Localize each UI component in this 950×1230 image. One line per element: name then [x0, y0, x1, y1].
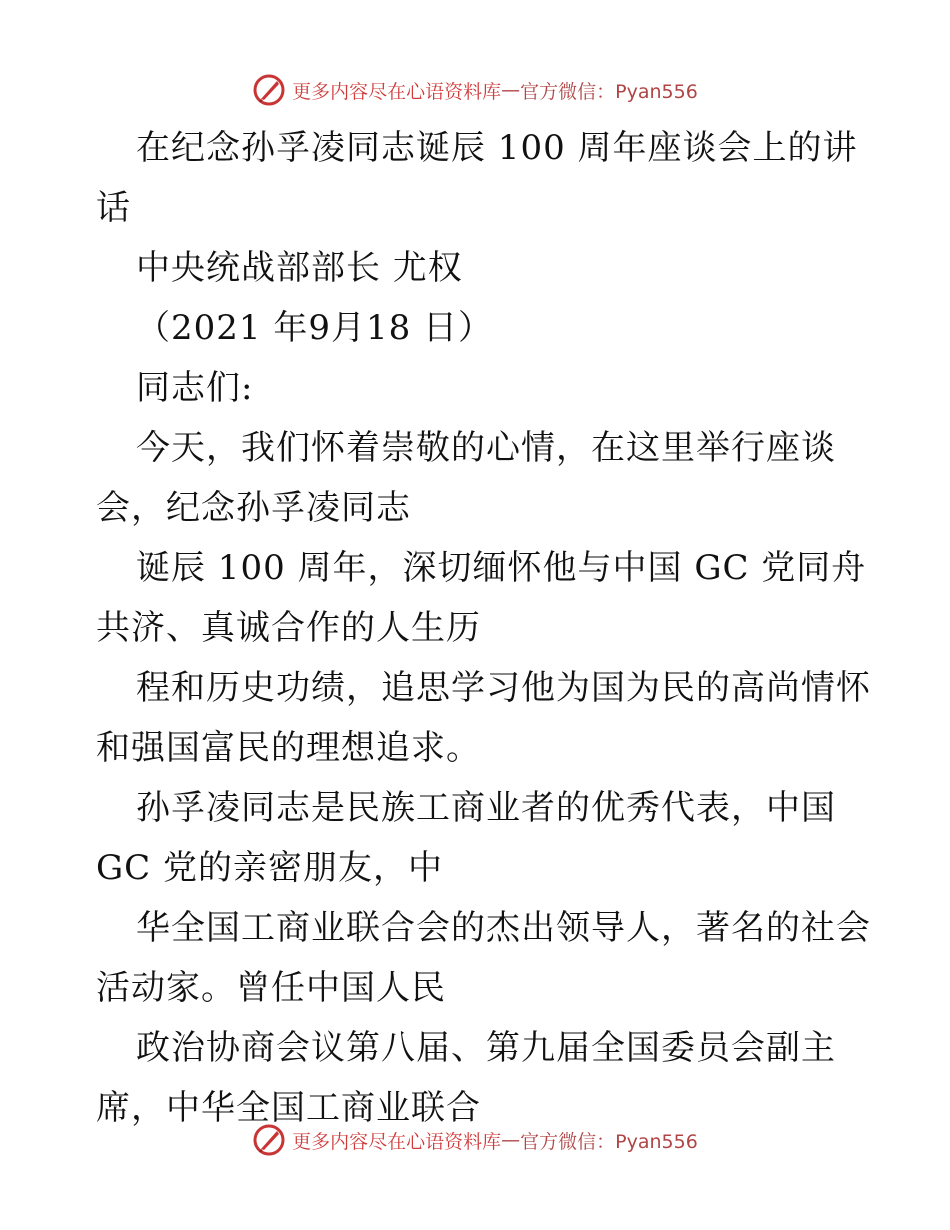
header-watermark-banner: [0, 70, 950, 110]
banner-wechat-text: 官方微信：Pyan556: [520, 1130, 698, 1153]
paragraph-line: 今天，我们怀着崇敬的心情，在这里举行座谈: [136, 428, 836, 468]
paragraph-line: 孙孚凌同志是民族工商业者的优秀代表，中国: [136, 788, 836, 828]
paragraph-line: 活动家。曾任中国人民: [96, 968, 446, 1008]
paragraph-line: 程和历史功绩，追思学习他为国为民的高尚情怀: [136, 668, 871, 708]
quill-pen-logo-icon: [252, 73, 286, 107]
salutation-line: 同志们:: [136, 368, 254, 408]
banner-main-text: 更多内容尽在心语资料库: [292, 80, 502, 103]
paragraph-line: 政治协商会议第八届、第九届全国委员会副主: [136, 1028, 836, 1068]
paragraph-line: 华全国工商业联合会的杰出领导人，著名的社会: [136, 908, 871, 948]
banner-separator: —: [501, 79, 521, 101]
quill-pen-logo-icon: [252, 1123, 286, 1157]
banner-separator: —: [501, 1129, 521, 1151]
title-line-1: 在纪念孙孚凌同志诞辰 100 周年座谈会上的讲: [136, 128, 858, 168]
banner-main-text: 更多内容尽在心语资料库: [292, 1130, 502, 1153]
banner-wechat-text: 官方微信：Pyan556: [520, 80, 698, 103]
document-body: [96, 118, 871, 1138]
paragraph-line: GC 党的亲密朋友，中: [96, 848, 443, 888]
paragraph-line: 诞辰 100 周年，深切缅怀他与中国 GC 党同舟: [136, 548, 867, 588]
author-line: 中央统战部部长 尤权: [136, 248, 463, 288]
date-line: （2021 年9月18 日）: [136, 308, 494, 348]
title-line-2: 话: [96, 188, 131, 228]
paragraph-line: 共济、真诚合作的人生历: [96, 608, 481, 648]
paragraph-line: 席，中华全国工商业联合: [96, 1088, 481, 1128]
paragraph-line: 会，纪念孙孚凌同志: [96, 488, 411, 528]
footer-watermark-banner: [0, 1120, 950, 1160]
paragraph-line: 和强国富民的理想追求。: [96, 728, 481, 768]
